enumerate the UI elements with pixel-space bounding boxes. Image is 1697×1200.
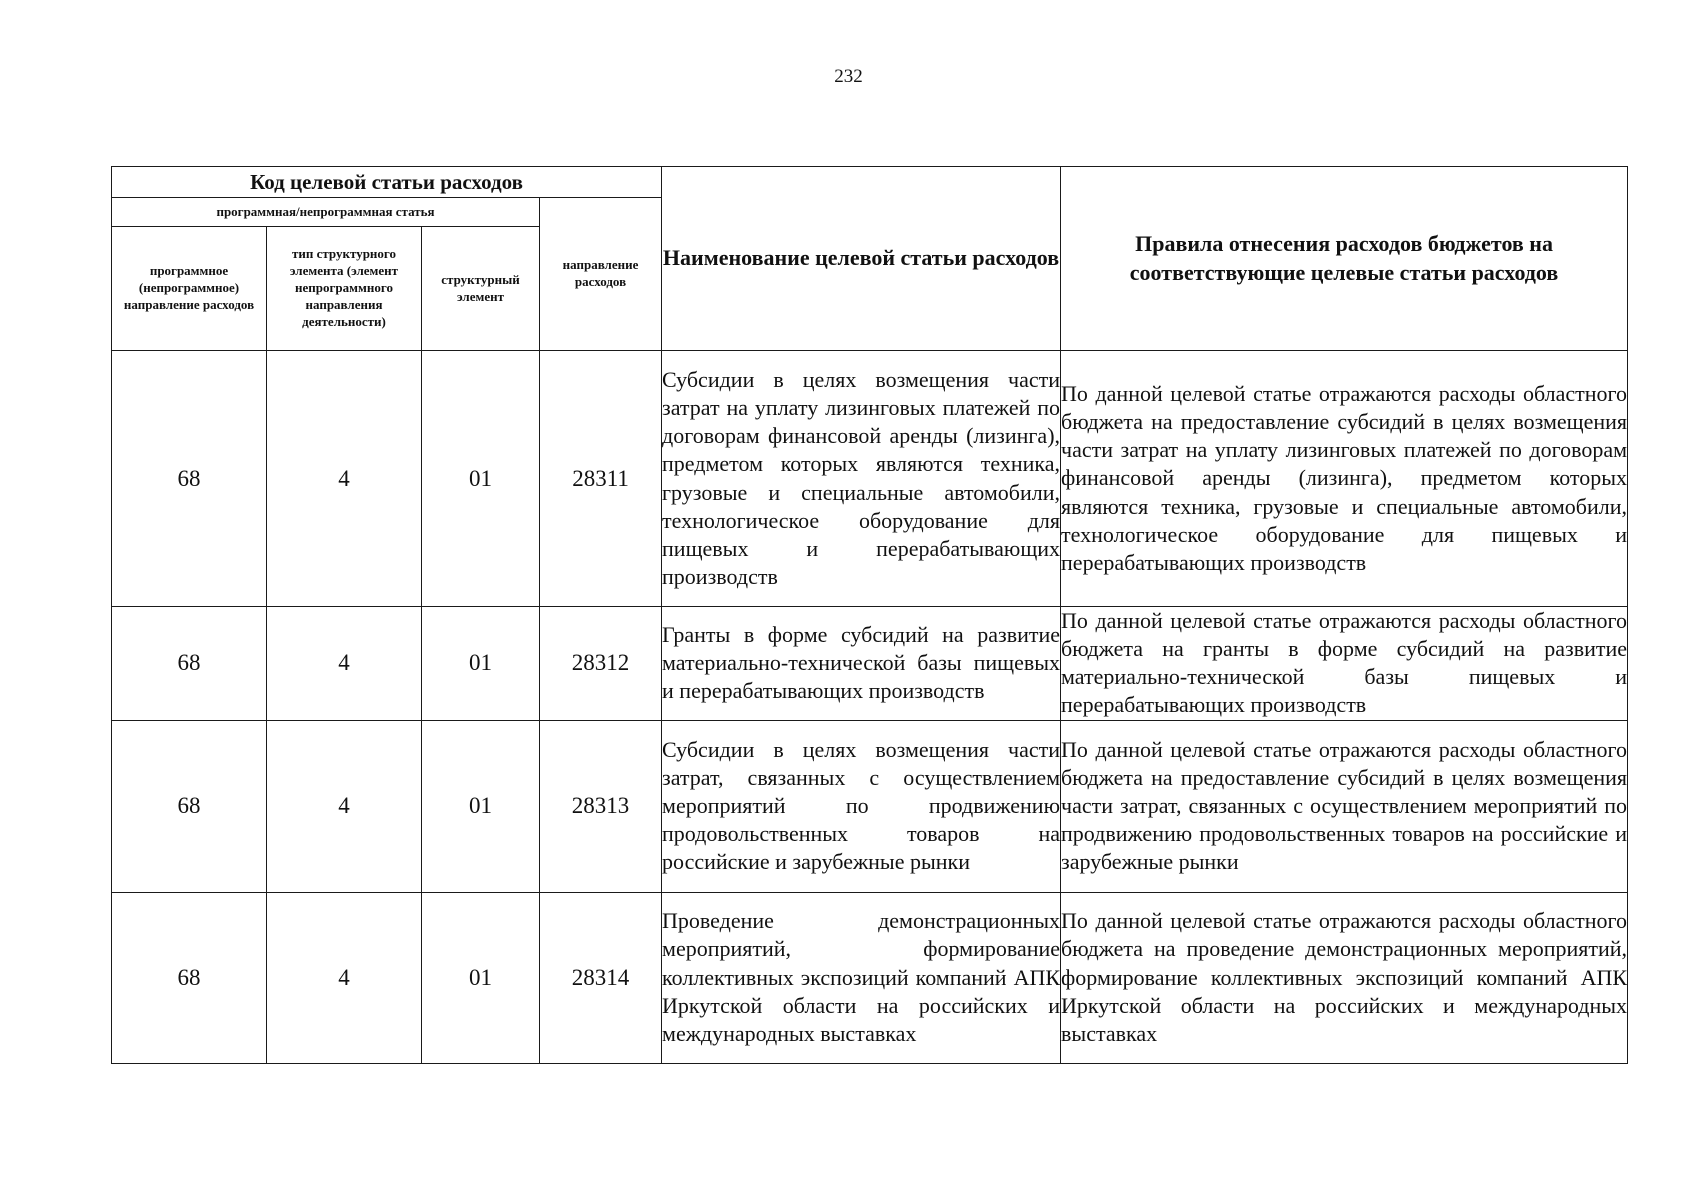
cell-rule: По данной целевой статье отражаются расходы областного бюджета на проведение демонстрационных мероприятий, формирование коллективных экспозиций компаний АПК Иркутской области на российских и международных выставках — [1061, 892, 1628, 1063]
cell-element: 01 — [422, 607, 540, 721]
header-direction: направление расходов — [540, 198, 662, 351]
header-structural-element: структурный элемент — [422, 227, 540, 351]
cell-type: 4 — [267, 892, 422, 1063]
cell-direction: 28311 — [540, 351, 662, 607]
cell-program: 68 — [112, 892, 267, 1063]
header-structural-type: тип структурного элемента (элемент непрограммного направления деятельности) — [267, 227, 422, 351]
cell-name: Субсидии в целях возмещения части затрат на уплату лизинговых платежей по договорам финансовой аренды (лизинга), предметом которых являются техника, грузовые и специальные автомобили, технологическое оборудование для пищевых и перерабатывающих производств — [662, 351, 1061, 607]
cell-program: 68 — [112, 607, 267, 721]
cell-name: Гранты в форме субсидий на развитие материально-технической базы пищевых и перерабатывающих производств — [662, 607, 1061, 721]
cell-element: 01 — [422, 351, 540, 607]
cell-direction: 28313 — [540, 720, 662, 892]
table-row — [112, 720, 1628, 892]
table-row — [112, 892, 1628, 1063]
cell-rule: По данной целевой статье отражаются расходы областного бюджета на предоставление субсидий в целях возмещения части затрат на уплату лизинговых платежей по договорам финансовой аренды (лизинга), предметом которых являются техника, грузовые и специальные автомобили, технологическое оборудование для пищевых и перерабатывающих производств — [1061, 351, 1628, 607]
cell-program: 68 — [112, 720, 267, 892]
budget-table — [111, 166, 1628, 1064]
cell-element: 01 — [422, 720, 540, 892]
header-rules-title: Правила отнесения расходов бюджетов на соответствующие целевые статьи расходов — [1061, 167, 1628, 351]
cell-name: Проведение демонстрационных мероприятий, формирование коллективных экспозиций компаний АПК Иркутской области на российских и международных выставках — [662, 892, 1061, 1063]
cell-rule: По данной целевой статье отражаются расходы областного бюджета на предоставление субсидий в целях возмещения части затрат, связанных с осуществлением мероприятий по продвижению продовольственных товаров на российские и зарубежные рынки — [1061, 720, 1628, 892]
cell-type: 4 — [267, 720, 422, 892]
header-name-title: Наименование целевой статьи расходов — [662, 167, 1061, 351]
header-program-direction: программное (непрограммное) направление расходов — [112, 227, 267, 351]
cell-type: 4 — [267, 351, 422, 607]
header-code-title: Код целевой статьи расходов — [112, 167, 662, 198]
header-program-article: программная/непрограммная статья — [112, 198, 540, 227]
cell-element: 01 — [422, 892, 540, 1063]
cell-name: Субсидии в целях возмещения части затрат, связанных с осуществлением мероприятий по продвижению продовольственных товаров на российские и зарубежные рынки — [662, 720, 1061, 892]
page-number: 232 — [834, 66, 863, 87]
cell-program: 68 — [112, 351, 267, 607]
table-row — [112, 351, 1628, 607]
cell-direction: 28314 — [540, 892, 662, 1063]
table-row — [112, 607, 1628, 721]
cell-rule: По данной целевой статье отражаются расходы областного бюджета на гранты в форме субсидий на развитие материально-технической базы пищевых и перерабатывающих производств — [1061, 607, 1628, 721]
cell-direction: 28312 — [540, 607, 662, 721]
cell-type: 4 — [267, 607, 422, 721]
